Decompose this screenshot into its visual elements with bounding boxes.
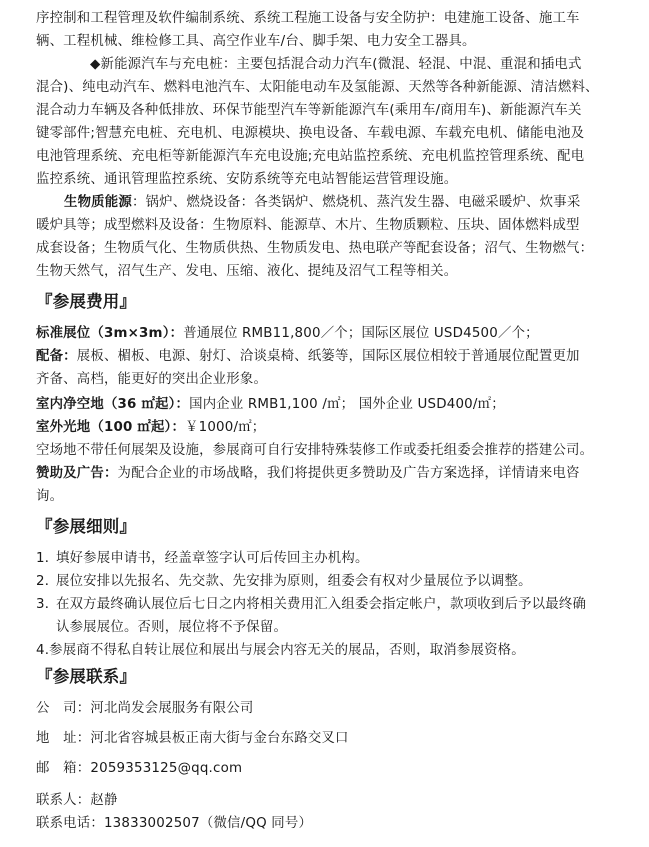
contact-person-line [36, 791, 118, 811]
detail-item: 4.参展商不得私自转让展位和展出与展会内容无关的展品，否则，取消参展资格。 [36, 643, 525, 658]
config-text: 展板、楣板、电源、射灯、洽谈桌椅、纸篓等，国际区展位相较于普通展位配置更加 [76, 349, 580, 364]
standard-booth-line [36, 324, 539, 344]
standard-booth-text: 普通展位 RMB11,800／个；国际区展位 USD4500／个； [183, 326, 539, 341]
email-line [36, 759, 242, 779]
detail-text: 展位安排以先报名、先交款、先安排为原则，组委会有权对少量展位予以调整。 [56, 574, 532, 589]
address-line [36, 729, 349, 749]
company-name: 河北尚发会展服务有限公司 [90, 701, 254, 716]
intro-line: 辆、工程机械、维检修工具、高空作业车/台、脚手架、电力安全工器具。 [36, 34, 476, 49]
detail-number: 2． [36, 574, 59, 589]
config-line-2: 齐备、高档，能更好的突出企业形象。 [36, 372, 268, 387]
sponsor-text: 为配合企业的市场战略，我们将提供更多赞助及广告方案选择，详情请来电咨 [117, 466, 580, 481]
contact-person-value: 赵静 [90, 793, 118, 808]
nev-line: 电池管理系统、充电柜等新能源汽车充电设施;充电站监控系统、充电机监控管理系统、配电 [36, 149, 585, 164]
bio-line: 成套设备；生物质气化、生物质供热、生物质发电、热电联产等配套设备；沼气、生物燃气： [36, 241, 594, 256]
fees-heading: 『参展费用』 [36, 292, 137, 311]
nev-line: 混合)、纯电动汽车、燃料电池汽车、太阳能电动车及氢能源、天然等各种新能源、清洁燃料、 [36, 80, 599, 95]
indoor-space-line [36, 395, 505, 415]
bio-first-text: ：锅炉、燃烧设备：各类锅炉、燃烧机、蒸汽发生器、电磁采暖炉、炊事采 [131, 195, 581, 210]
outdoor-space-label: 室外光地（100 ㎡起）： [36, 420, 186, 435]
details-heading: 『参展细则』 [36, 517, 137, 536]
config-line [36, 347, 580, 367]
outdoor-space-text: ￥1000/㎡； [185, 420, 266, 435]
detail-text: 填好参展申请书，经盖章签字认可后传回主办机构。 [56, 551, 369, 566]
detail-number: 1． [36, 551, 59, 566]
nev-line: 混合动力车辆及各种低排放、环保节能型汽车等新能源汽车(乘用车/商用车)、新能源汽车关 [36, 103, 582, 118]
phone-line [36, 814, 312, 834]
phone-value: 13833002507（微信/QQ 同号） [103, 816, 313, 831]
sponsor-line-2: 询。 [36, 489, 64, 504]
nev-line: 监控系统、通讯管理监控系统、安防系统等充电站智能运营管理设施。 [36, 172, 458, 187]
bio-line: 生物天然气，沼气生产、发电、压缩、液化、提纯及沼气工程等相关。 [36, 264, 458, 279]
email-label: 邮 箱： [36, 761, 91, 776]
bio-line: 暖炉具等；成型燃料及设备：生物原料、能源草、木片、生物质颗粒、压块、固体燃料成型 [36, 218, 580, 233]
company-label: 公 司： [36, 701, 91, 716]
nev-line: ◆新能源汽车与充电桩：主要包括混合动力汽车(微混、轻混、中混、重混和插电式 [90, 57, 582, 72]
outdoor-space-line [36, 418, 265, 438]
intro-line: 序控制和工程管理及软件编制系统、系统工程施工设备与安全防护：电建施工设备、施工车 [36, 11, 580, 26]
standard-booth-label: 标准展位（3m×3m）： [36, 326, 184, 341]
email-value: 2059353125@qq.com [90, 761, 243, 776]
address-label: 地 址： [36, 731, 91, 746]
phone-label: 联系电话： [36, 816, 104, 831]
contact-person-label: 联系人： [36, 793, 91, 808]
detail-number: 3． [36, 597, 59, 612]
sponsor-line [36, 464, 580, 484]
detail-item [36, 549, 369, 569]
detail-item-continuation: 认参展展位。否则，展位将不予保留。 [56, 620, 288, 635]
address-value: 河北省容城县板正南大街与金台东路交叉口 [90, 731, 349, 746]
indoor-space-label: 室内净空地（36 ㎡起）： [36, 397, 190, 412]
detail-text: 在双方最终确认展位后七日之内将相关费用汇入组委会指定帐户，款项收到后予以最终确 [56, 597, 587, 612]
bio-label: 生物质能源 [64, 195, 132, 210]
config-label: 配备： [36, 349, 77, 364]
detail-item [36, 572, 532, 592]
contact-heading: 『参展联系』 [36, 667, 137, 686]
indoor-space-text: 国内企业 RMB1,100 /㎡； 国外企业 USD400/㎡； [189, 397, 505, 412]
bio-first-line [64, 193, 580, 213]
company-line [36, 699, 253, 719]
nev-line: 键零部件;智慧充电桩、充电机、电源模块、换电设备、车载电源、车载充电机、储能电池及 [36, 126, 585, 141]
space-note: 空场地不带任何展架及设施，参展商可自行安排特殊装修工作或委托组委会推荐的搭建公司。 [36, 443, 594, 458]
detail-item [36, 595, 586, 615]
sponsor-label: 赞助及广告： [36, 466, 118, 481]
